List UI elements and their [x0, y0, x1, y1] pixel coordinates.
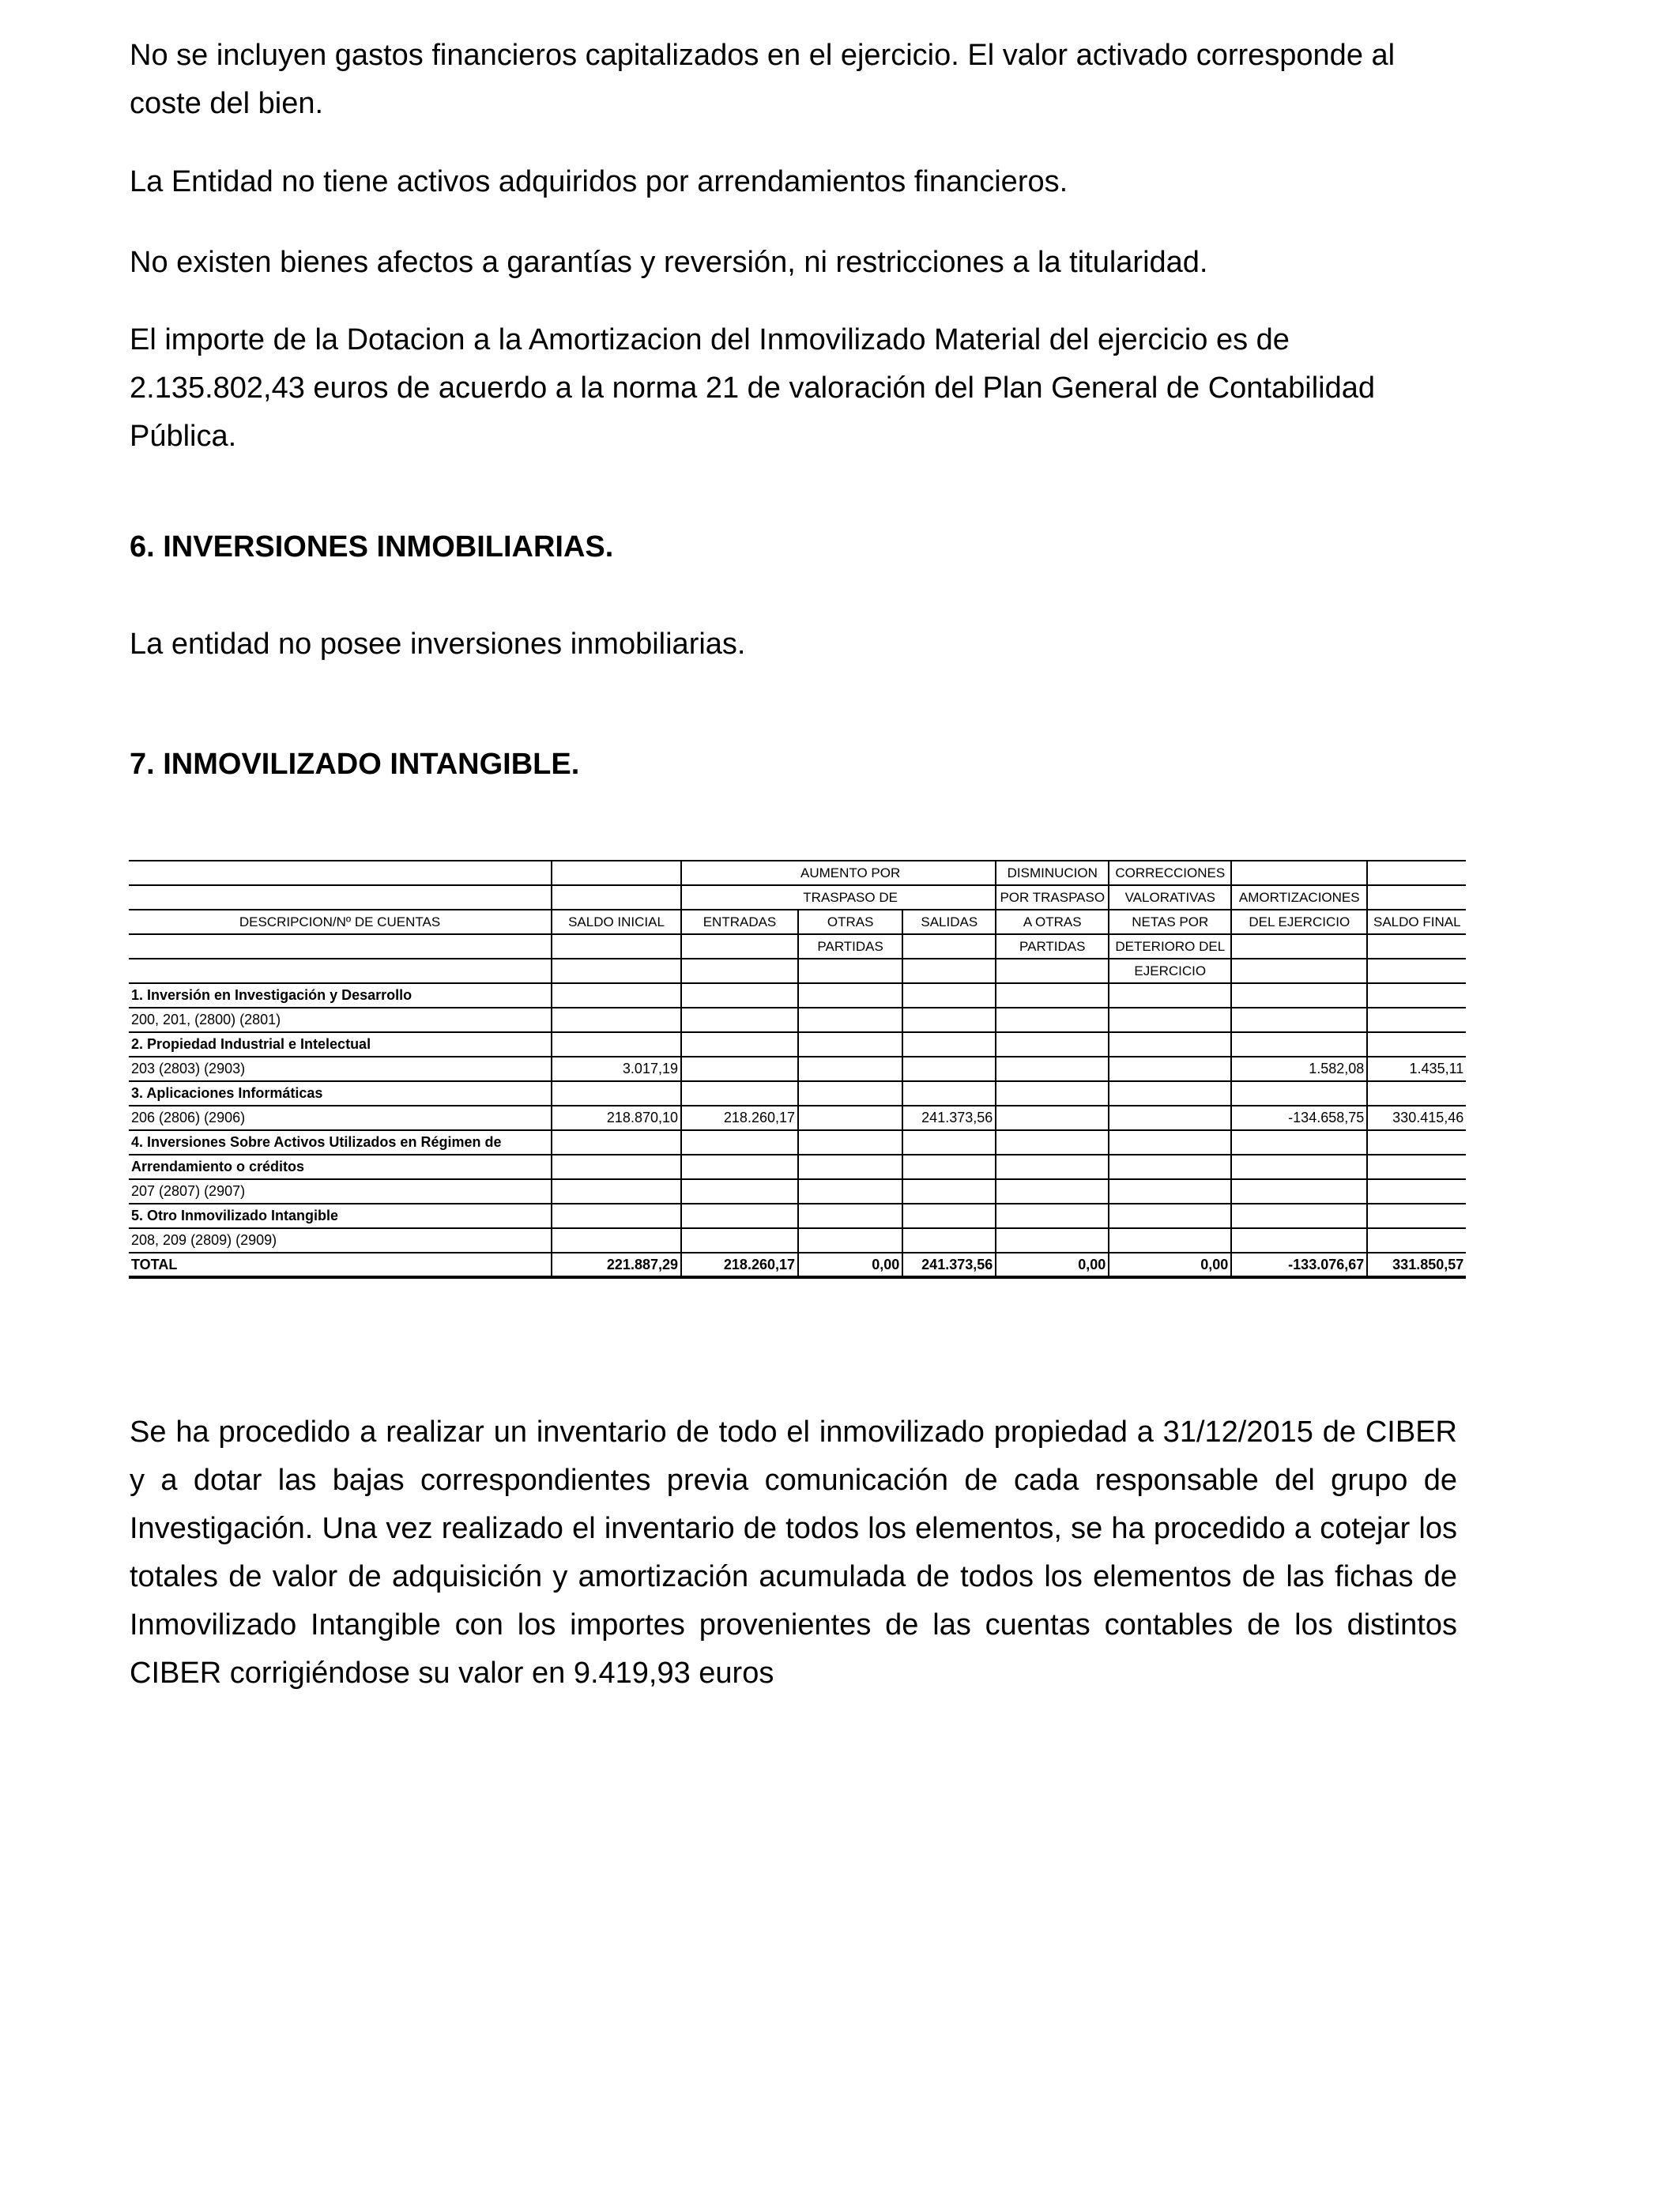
value-saldo-inicial: 3.017,19 — [552, 1057, 681, 1081]
value-saldo-final: 330.415,46 — [1367, 1106, 1466, 1130]
paragraph-inventory: Se ha procedido a realizar un inventario de todo el inmovilizado propiedad a 31/12/2015 de CIBER y a dotar las bajas correspondientes previa comunicación de cada responsable del grupo de Investigación. Una vez realizado el inventario de todos los elementos, se ha procedido a cotejar los totales de valor de adquisición y amortización acumulada de todos los elementos de las fichas de Inmovilizado Intangible con los importes provenientes de las cuentas contables de los distintos CIBER corrigiéndose su valor en 9.419,93 euros — [130, 1416, 1457, 1690]
paragraph-guarantees: No existen bienes afectos a garantías y reversión, ni restricciones a la titularidad. — [130, 246, 1208, 279]
header-correcciones: DETERIORO DEL — [1109, 934, 1231, 959]
paragraph-leasing: La Entidad no tiene activos adquiridos por arrendamientos financieros. — [130, 165, 1068, 198]
paragraph-capitalized-costs: No se incluyen gastos financieros capitalizados en el ejercicio. El valor activado corresponde al coste del bien. — [130, 39, 1396, 120]
header-cell — [902, 861, 996, 885]
group-accounts: 206 (2806) (2906) — [129, 1106, 552, 1130]
header-cell — [129, 959, 552, 983]
section-heading-7: 7. INMOVILIZADO INTANGIBLE. — [130, 748, 580, 781]
group-title: 5. Otro Inmovilizado Intangible — [129, 1204, 552, 1228]
group-title: 3. Aplicaciones Informáticas — [129, 1081, 552, 1106]
header-correcciones: NETAS POR — [1109, 910, 1231, 934]
table-total-row — [129, 1253, 1466, 1277]
header-amortizaciones: DEL EJERCICIO — [1231, 910, 1367, 934]
header-cell — [902, 959, 996, 983]
value-saldo-final: 1.435,11 — [1367, 1057, 1466, 1081]
total-saldo-inicial: 221.887,29 — [552, 1253, 681, 1277]
header-aumento: PARTIDAS — [798, 934, 902, 959]
header-cell — [1231, 959, 1367, 983]
table-row — [129, 1155, 1466, 1179]
table-row — [129, 1106, 1466, 1130]
total-entradas: 218.260,17 — [681, 1253, 798, 1277]
paragraph-no-investments: La entidad no posee inversiones inmobiliarias. — [130, 628, 746, 661]
group-accounts: 207 (2807) (2907) — [129, 1179, 552, 1204]
header-aumento: AUMENTO POR — [798, 861, 902, 885]
total-label: TOTAL — [129, 1253, 552, 1277]
header-descripcion: DESCRIPCION/Nº DE CUENTAS — [129, 910, 552, 934]
header-disminucion: A OTRAS — [996, 910, 1109, 934]
table-row — [129, 1032, 1466, 1057]
group-title: 4. Inversiones Sobre Activos Utilizados en Régimen de — [129, 1130, 552, 1155]
section-heading-6: 6. INVERSIONES INMOBILIARIAS. — [130, 530, 614, 564]
header-cell — [129, 885, 552, 910]
header-cell — [1367, 959, 1466, 983]
total-salidas: 241.373,56 — [902, 1253, 996, 1277]
total-amortizaciones: -133.076,67 — [1231, 1253, 1367, 1277]
header-cell — [902, 934, 996, 959]
header-aumento: OTRAS — [798, 910, 902, 934]
group-accounts: 200, 201, (2800) (2801) — [129, 1008, 552, 1032]
total-disminucion: 0,00 — [996, 1253, 1109, 1277]
total-correcciones: 0,00 — [1109, 1253, 1231, 1277]
table-header-row — [129, 959, 1466, 983]
intangible-assets-table — [129, 860, 1466, 1279]
group-accounts: 203 (2803) (2903) — [129, 1057, 552, 1081]
header-cell — [681, 861, 798, 885]
header-cell — [996, 959, 1109, 983]
table-header-row — [129, 885, 1466, 910]
group-accounts: 208, 209 (2809) (2909) — [129, 1228, 552, 1253]
table-row — [129, 1081, 1466, 1106]
table-row — [129, 1130, 1466, 1155]
table-row — [129, 1008, 1466, 1032]
value-salidas: 241.373,56 — [902, 1106, 996, 1130]
header-disminucion: PARTIDAS — [996, 934, 1109, 959]
group-title: 1. Inversión en Investigación y Desarrollo — [129, 983, 552, 1008]
header-saldo-final: SALDO FINAL — [1367, 910, 1466, 934]
header-cell — [1367, 885, 1466, 910]
table-header-row — [129, 910, 1466, 934]
header-correcciones: VALORATIVAS — [1109, 885, 1231, 910]
header-cell — [681, 959, 798, 983]
header-cell — [129, 861, 552, 885]
header-cell — [129, 934, 552, 959]
total-saldo-final: 331.850,57 — [1367, 1253, 1466, 1277]
header-cell — [902, 885, 996, 910]
header-correcciones: CORRECCIONES — [1109, 861, 1231, 885]
value-amortizaciones: -134.658,75 — [1231, 1106, 1367, 1130]
table-row — [129, 1228, 1466, 1253]
paragraph-depreciation: El importe de la Dotacion a la Amortizacion del Inmovilizado Material del ejercicio es de 2.135.802,43 euros de acuerdo a la norma 21 de valoración del Plan General de Contabilidad Pública. — [130, 323, 1375, 453]
header-saldo-inicial: SALDO INICIAL — [552, 910, 681, 934]
header-amortizaciones: AMORTIZACIONES — [1231, 885, 1367, 910]
header-cell — [552, 861, 681, 885]
header-disminucion: DISMINUCION — [996, 861, 1109, 885]
header-cell — [552, 885, 681, 910]
value-amortizaciones: 1.582,08 — [1231, 1057, 1367, 1081]
header-cell — [1231, 861, 1367, 885]
header-cell — [1367, 861, 1466, 885]
header-cell — [681, 934, 798, 959]
value-entradas: 218.260,17 — [681, 1106, 798, 1130]
table-row — [129, 1179, 1466, 1204]
table-row — [129, 983, 1466, 1008]
header-cell — [681, 885, 798, 910]
header-aumento: TRASPASO DE — [798, 885, 902, 910]
table-row — [129, 1204, 1466, 1228]
header-entradas: ENTRADAS — [681, 910, 798, 934]
table-header-row — [129, 934, 1466, 959]
table-row — [129, 1057, 1466, 1081]
header-disminucion: POR TRASPASO — [996, 885, 1109, 910]
header-cell — [552, 959, 681, 983]
header-cell — [1231, 934, 1367, 959]
total-aumento: 0,00 — [798, 1253, 902, 1277]
table-header-row — [129, 861, 1466, 885]
value-saldo-inicial: 218.870,10 — [552, 1106, 681, 1130]
header-correcciones: EJERCICIO — [1109, 959, 1231, 983]
group-title-continued: Arrendamiento o créditos — [129, 1155, 552, 1179]
header-cell — [1367, 934, 1466, 959]
group-title: 2. Propiedad Industrial e Intelectual — [129, 1032, 552, 1057]
header-salidas: SALIDAS — [902, 910, 996, 934]
header-cell — [798, 959, 902, 983]
header-cell — [552, 934, 681, 959]
